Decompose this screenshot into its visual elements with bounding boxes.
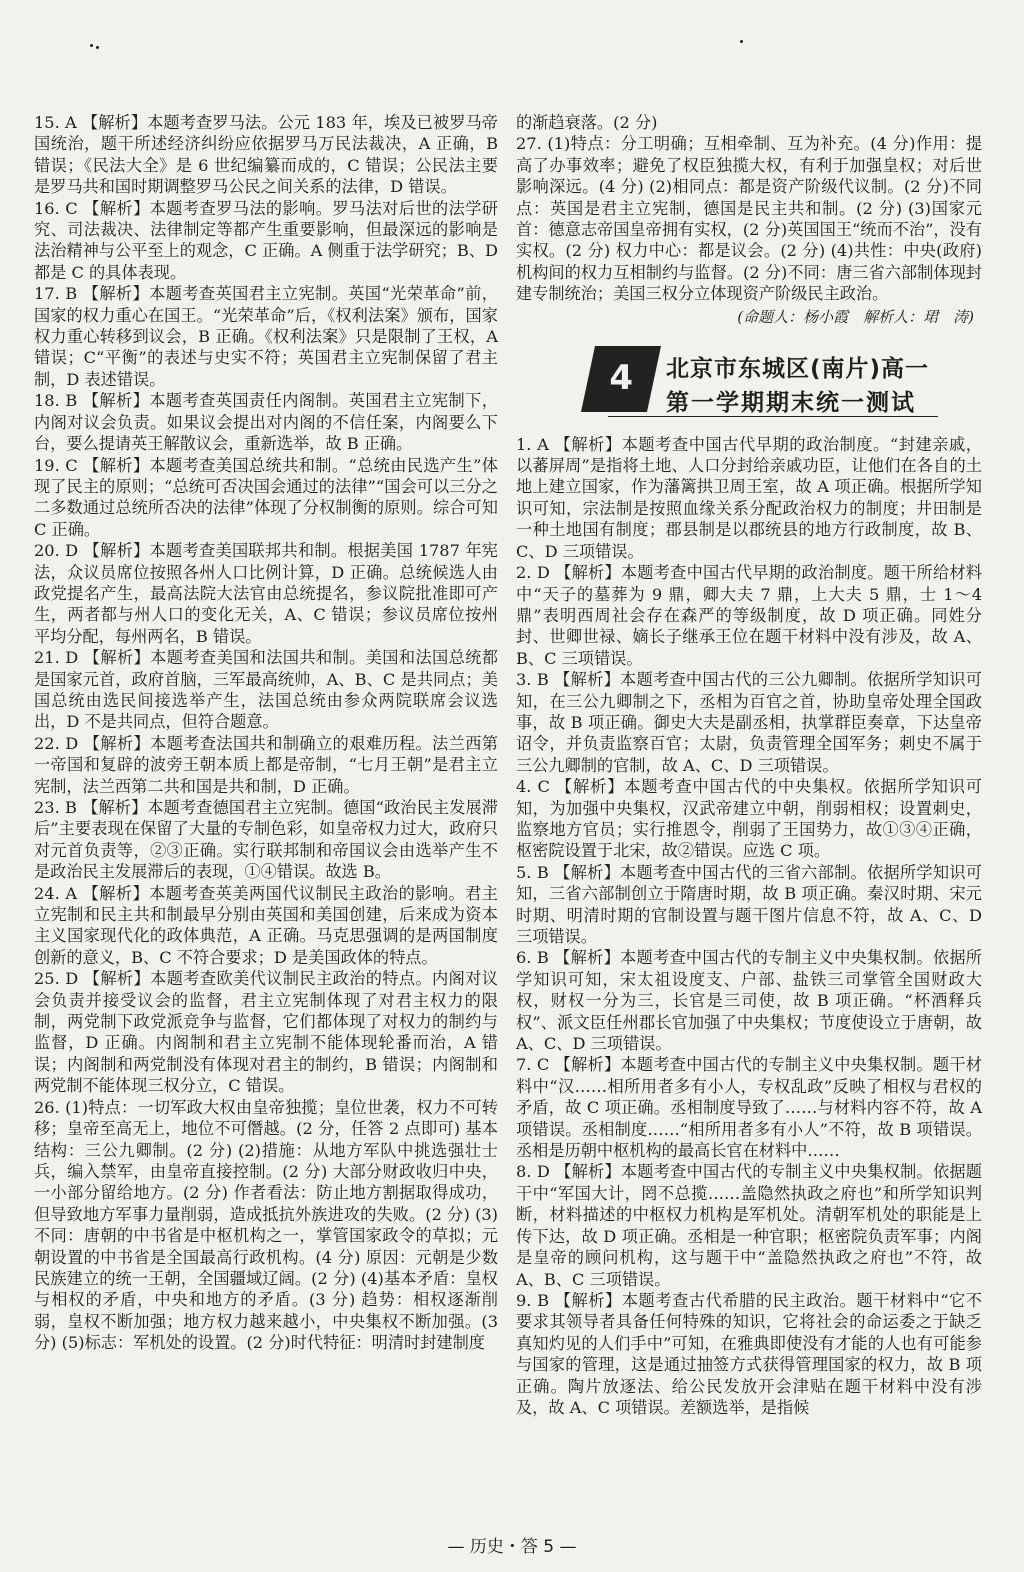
scan-speck: [90, 44, 93, 47]
right-column: [516, 112, 982, 1418]
section-header: [516, 342, 982, 424]
answer-item: 的渐趋衰落。(2 分): [516, 113, 658, 132]
answer-item: 23. B 【解析】本题考查德国君主立宪制。德国“政治民主发展滞后”主要表现在保留了大量的专制色彩，如皇帝权力过大，政府只对元首负责等，②③正确。实行联邦制和帝国议会由选举产生不是政治民主发展滞后的表现，①④错误。故选 B。: [34, 798, 498, 882]
section-rule: [608, 416, 938, 417]
answer-item: 15. A 【解析】本题考查罗马法。公元 183 年，埃及已被罗马帝国统治，题干所述经济纠纷应依据罗马万民法裁决，A 正确，B 错误；《民法大全》是 6 世纪编纂而成的，C 错误；公民法主要是罗马共和国时期调整罗马公民之间关系的法律，D 错误。: [34, 113, 498, 197]
section-answers: [516, 434, 982, 1419]
answer-item: 18. B 【解析】本题考查英国责任内阁制。英国君主立宪制下，内阁对议会负责。如果议会提出对内阁的不信任案，内阁要么下台，要么提请英王解散议会，重新选举，故 B 正确。: [34, 391, 498, 454]
answer-item: 5. B 【解析】本题考查中国古代的三省六部制。依据所学知识可知，三省六部制创立于隋唐时期，故 B 项正确。秦汉时期、宋元时期、明清时期的官制设置与题干图片信息不符，故 A、C、D 三项错误。: [516, 862, 982, 946]
answer-item: 7. C 【解析】本题考查中国古代的专制主义中央集权制。题干材料中“汉……相所用者多有小人，专权乱政”反映了相权与君权的矛盾，故 C 项正确。丞相制度导致了……与材料内容不符，故 A 项错误。丞相制度……“相所用者多有小人”不符，故 B 项错误。丞相是历朝中枢机构的最高长官在材料中……: [516, 1055, 982, 1161]
answer-item: 8. D 【解析】本题考查中国古代的专制主义中央集权制。依据题干中“军国大计，罔不总揽……盖隐然执政之府也”和所学知识判断，材料描述的中枢权力机构是军机处。清朝军机处的职能是上传下达，故 D 项正确。丞相是一种官职；枢密院负责军事；内阁是皇帝的顾问机构，这与题干中“盖隐然执政之府也”不符，故 A、B、C 三项错误。: [516, 1162, 982, 1289]
section-number: 4: [609, 357, 634, 398]
scan-speck: [740, 40, 743, 43]
answer-item: 19. C 【解析】本题考查美国总统共和制。“总统由民选产生”体现了民主的原则；“总统可否决国会通过的法律”“国会可以三分之二多数通过总统所否决的法律”体现了分权制衡的原则。综合可知 C 正确。: [34, 455, 498, 539]
answer-item: 1. A 【解析】本题考查中国古代早期的政治制度。“封建亲戚，以蕃屏周”是指将土地、人口分封给亲戚功臣，让他们在各自的土地上建立国家，作为藩篱拱卫周王室，故 A 项正确。根据所学知识可知，宗法制是按照血缘关系分配政治权力的制度；井田制是一种土地国有制度；郡县制是以郡统县的地方行政制度，故 B、C、D 三项错误。: [516, 434, 982, 561]
answer-item: 6. B 【解析】本题考查中国古代的专制主义中央集权制。依据所学知识可知，宋太祖设度支、户部、盐铁三司掌管全国财政大权，财权一分为三，长官是三司使，故 B 项正确。“杯酒释兵权”、派文臣任州郡长官加强了中央集权；节度使设立于唐朝，故 A、C、D 三项错误。: [516, 948, 982, 1054]
answer-item: 21. D 【解析】本题考查美国和法国共和制。美国和法国总统都是国家元首，政府首脑，三军最高统帅，A、B、C 是共同点；美国总统由选民间接选举产生，法国总统由参众两院联席会议选出，D 不是共同点，但符合题意。: [34, 648, 498, 732]
right-column-continued: [516, 112, 982, 305]
left-column: [34, 112, 498, 1354]
answer-item: 4. C 【解析】本题考查中国古代的中央集权。依据所学知识可知，为加强中央集权，汉武帝建立中朝，削弱相权；设置刺史，监察地方官员；实行推恩令，削弱了王国势力，故①③④正确，枢密院设置于北宋，故②错误。应选 C 项。: [516, 777, 982, 861]
answer-item: 9. B 【解析】本题考查古代希腊的民主政治。题干材料中“它不要求其领导者具备任何特殊的知识，它将社会的命运委之于缺乏真知灼见的人们手中”可知，在雅典即使没有才能的人也有可能参与国家的管理，这是通过抽签方式获得管理国家的权力，故 B 项正确。陶片放逐法、给公民发放开会津贴在题干材料中没有涉及，故 A、C 项错误。差额选举，是指候: [516, 1290, 982, 1417]
answer-item: 16. C 【解析】本题考查罗马法的影响。罗马法对后世的法学研究、司法裁决、法律制定等都产生重要影响，但最深远的影响是法治精神与公平至上的观念，C 正确。A 侧重于法学研究；B、D 都是 C 的具体表现。: [34, 198, 498, 282]
page-footer: — 历史・答 5 —: [447, 1537, 577, 1557]
section-title-line2: 第一学期期末统一测试: [666, 389, 916, 416]
section-title-line1: 北京市东城区(南片)高一: [666, 355, 930, 382]
answer-item: 3. B 【解析】本题考查中国古代的三公九卿制。依据所学知识可知，在三公九卿制之下，丞相为百官之首，协助皇帝处理全国政事，故 B 项正确。御史大夫是副丞相，执掌群臣奏章，下达皇帝诏令，并负责监察百官；太尉，负责管理全国军务；刺史不属于三公九卿制的官制，故 A、C、D 三项错误。: [516, 670, 982, 775]
answer-item: 2. D 【解析】本题考查中国古代早期的政治制度。题干所给材料中“天子的墓葬为 9 鼎，卿大夫 7 鼎，上大夫 5 鼎，士 1～4 鼎”表明西周社会存在森严的等级制度，故 D 项正确。同姓分封、世卿世禄、嫡长子继承王位在题干材料中没有涉及，故 A、B、C 三项错误。: [516, 563, 982, 668]
answer-item: 22. D 【解析】本题考查法国共和制确立的艰难历程。法兰西第一帝国和复辟的波旁王朝本质上都是帝制，“七月王朝”是君主立宪制，法兰西第二共和国是共和制，D 正确。: [34, 733, 498, 796]
section-badge: [581, 346, 661, 412]
answer-item: 26. (1)特点：一切军政大权由皇帝独揽；皇位世袭，权力不可转移；皇帝至高无上，地位不可僭越。(2 分，任答 2 点即可) 基本结构：三公九卿制。(2 分) (2)措施：从地方军队中挑选强壮士兵，编入禁军，由皇帝直接控制。(2 分) 大部分财政收归中央，一小部分留给地方。(2 分) 作者看法：防止地方割据取得成功，但导致地方军事力量削弱，造成抵抗外族进攻的失败。(2 分) (3)不同：唐朝的中书省是中枢机构之一，掌管国家政令的草拟；元朝设置的中书省是全国最高行政机构。(4 分) 原因：元朝是少数民族建立的统一王朝，全国疆域辽阔。(2 分) (4)基本矛盾：皇权与相权的矛盾，中央和地方的矛盾。(3 分) 趋势：相权逐渐削弱，皇权不断加强；地方权力越来越小，中央集权不断加强。(3 分) (5)标志：军机处的设置。(2 分)时代特征：明清时封建制度: [34, 1097, 498, 1353]
scan-speck: [96, 46, 99, 49]
credit-line: (命题人：杨小霞 解析人：珺 涛): [737, 307, 974, 326]
answer-item: 17. B 【解析】本题考查英国君主立宪制。英国“光荣革命”前，国家的权力重心在国王。“光荣革命”后，《权利法案》颁布，国家权力重心转移到议会，B 正确。《权利法案》只是限制了王权，A 错误；C“平衡”的表述与史实不符；英国君主立宪制保留了君主制，D 表述错误。: [34, 284, 498, 389]
answer-item: 25. D 【解析】本题考查欧美代议制民主政治的特点。内阁对议会负责并接受议会的监督，君主立宪制体现了对君主权力的限制，两党制下政党派竞争与监督，它们都体现了对权力的制约与监督，D 正确。内阁制和君主立宪制不能体现轮番而治，A 错误；内阁制和两党制没有体现对君主的制约，B 错误；内阁制和两党制不能体现三权分立，C 错误。: [34, 969, 498, 1096]
answer-item: 27. (1)特点：分工明确；互相牵制、互为补充。(4 分)作用：提高了办事效率；避免了权臣独揽大权，有利于加强皇权；对后世影响深远。(4 分) (2)相同点：都是资产阶级代议制。(2 分)不同点：英国是君主立宪制，德国是民主共和制。(2 分) (3)国家元首：德意志帝国皇帝拥有实权，(2 分)英国国王“统而不治”，没有实权。(2 分) 权力中心：都是议会。(2 分) (4)共性：中央(政府)机构间的权力互相制约与监督。(2 分)不同：唐三省六部制体现封建专制统治；美国三权分立体现资产阶级民主政治。: [516, 134, 982, 304]
answer-item: 20. D 【解析】本题考查美国联邦共和制。根据美国 1787 年宪法，众议员席位按照各州人口比例计算，D 正确。总统候选人由政党提名产生，最高法院大法官由总统提名，参议院批准即可产生，两者都与州人口的变化无关，A、C 错误；参议员席位按州平均分配，每州两名，B 错误。: [34, 541, 498, 646]
answer-item: 24. A 【解析】本题考查英美两国代议制民主政治的影响。君主立宪制和民主共和制最早分别由英国和美国创建，后来成为资本主义国家现代化的政体典范，A 正确。马克思强调的是两国制度创新的意义，B、C 不符合要求；D 是美国政体的特点。: [34, 883, 498, 967]
